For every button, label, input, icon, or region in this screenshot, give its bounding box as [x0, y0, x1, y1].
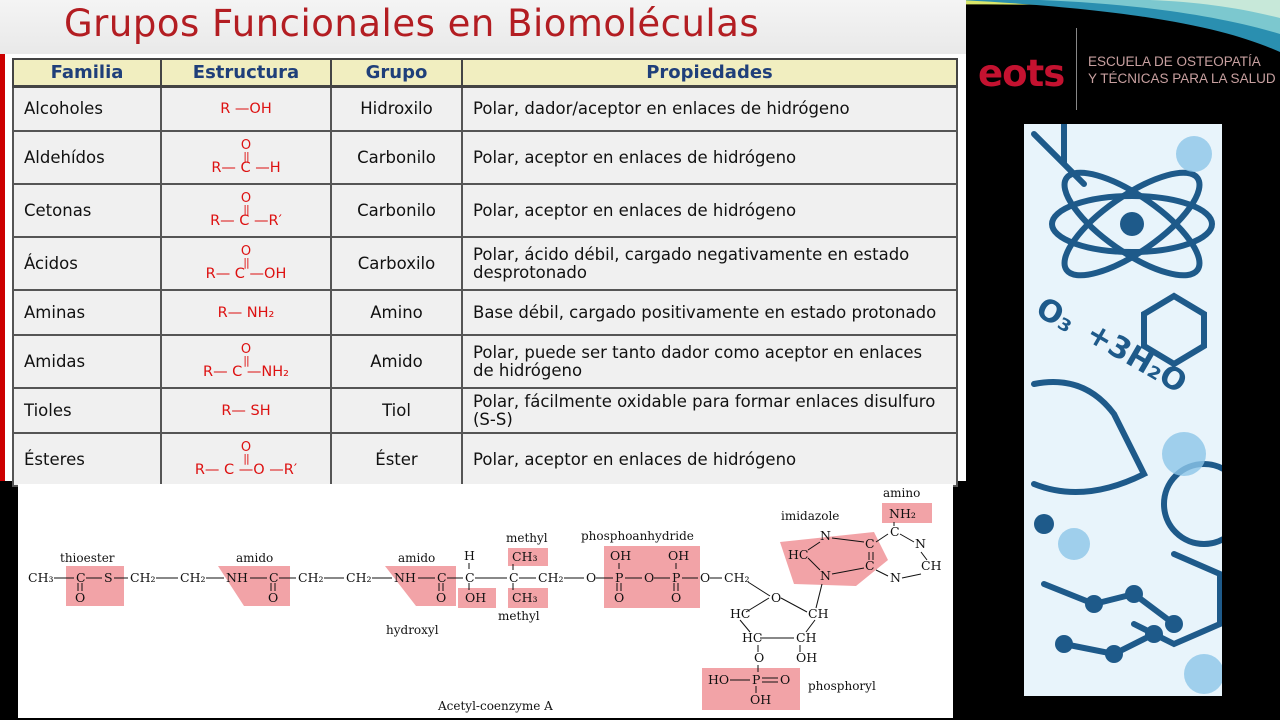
atom: C: [465, 570, 475, 585]
cell-propiedades: Polar, fácilmente oxidable para formar enlaces disulfuro (S-S): [462, 388, 957, 433]
science-decorative-image: [1024, 124, 1222, 696]
cell-estructura: [161, 388, 331, 433]
carbonyl-oxygen: O: [240, 244, 252, 259]
cell-grupo: Carboxilo: [331, 237, 462, 290]
cell-grupo: Éster: [331, 433, 462, 486]
label-phosphoanhydride: phosphoanhydride: [581, 529, 694, 543]
structure-formula: R— C —R′: [210, 213, 282, 229]
atom: HO: [708, 672, 730, 687]
atom: C: [269, 570, 279, 585]
svg-text:O₃: O₃: [1030, 290, 1081, 341]
title-banner: [0, 0, 966, 54]
atom: O: [671, 590, 682, 605]
atom: OH: [750, 692, 772, 707]
cell-familia: Alcoholes: [13, 86, 161, 131]
atom: P: [752, 672, 761, 687]
carbonyl-oxygen: O: [240, 440, 252, 455]
table-row: [13, 131, 957, 184]
atom: CH: [808, 606, 829, 621]
logo-divider: [1076, 28, 1077, 110]
highlight-regions: [66, 503, 932, 710]
double-bond: ||: [243, 256, 249, 269]
atom: C: [76, 570, 86, 585]
svg-text:+3H₂O: +3H₂O: [1080, 315, 1193, 401]
cell-propiedades: Polar, ácido débil, cargado negativamente en estado desprotonado: [462, 237, 957, 290]
functional-groups-table-image: [0, 54, 966, 481]
atom: N: [820, 568, 831, 583]
cell-grupo: Amino: [331, 290, 462, 335]
atom: CH₂: [180, 570, 206, 585]
diagram-caption: Acetyl-coenzyme A: [438, 699, 553, 713]
atom: OH: [610, 548, 632, 563]
ribose: [730, 584, 829, 672]
label-amido-1: amido: [236, 551, 274, 565]
table-row: [13, 290, 957, 335]
label-amino: amino: [883, 486, 921, 500]
atom: OH: [465, 590, 487, 605]
atom: C: [865, 558, 875, 573]
atom: HC: [788, 547, 809, 562]
atom: CH₂: [346, 570, 372, 585]
structure-formula: R— C —O —R′: [194, 462, 298, 478]
atom: CH: [796, 630, 817, 645]
structure-formula: R— SH: [221, 402, 271, 419]
atom: O: [644, 570, 655, 585]
atom: N: [820, 528, 831, 543]
cell-familia: Aldehídos: [13, 131, 161, 184]
atom: N: [890, 570, 901, 585]
label-methyl-bottom: methyl: [498, 609, 540, 623]
atom: C: [865, 536, 875, 551]
cell-grupo: Carbonilo: [331, 184, 462, 237]
structure-formula: R— C —OH: [205, 266, 287, 282]
double-bond: ||: [243, 354, 249, 367]
carbonyl-oxygen: O: [240, 342, 252, 357]
table-row: [13, 86, 957, 131]
atom: O: [586, 570, 597, 585]
atom: C: [437, 570, 447, 585]
structure-formula: R— C —H: [211, 160, 281, 176]
label-imidazole: imidazole: [781, 509, 840, 523]
atom: CH₂: [298, 570, 324, 585]
logo-subtitle: [1088, 53, 1276, 87]
atom: O: [700, 570, 711, 585]
atom: CH₃: [512, 590, 538, 605]
cell-propiedades: Polar, dador/aceptor en enlaces de hidrógeno: [462, 86, 957, 131]
atom: S: [104, 570, 113, 585]
cell-propiedades: Polar, puede ser tanto dador como aceptor en enlaces de hidrógeno: [462, 335, 957, 388]
cell-estructura: [161, 433, 331, 486]
header-familia: Familia: [13, 59, 161, 86]
atom: CH₂: [130, 570, 156, 585]
double-bond: ||: [243, 452, 249, 465]
atom: O: [268, 590, 279, 605]
structure-formula: R— NH₂: [217, 304, 275, 321]
label-hydroxyl: hydroxyl: [386, 623, 439, 637]
double-bond: ||: [243, 203, 249, 216]
cell-familia: Tioles: [13, 388, 161, 433]
eots-logo: eots: [978, 52, 1065, 95]
atom: CH₂: [538, 570, 564, 585]
table-row: [13, 237, 957, 290]
table-row: [13, 388, 957, 433]
atom: HC: [742, 630, 763, 645]
cell-estructura: [161, 86, 331, 131]
atom: NH: [226, 570, 248, 585]
label-phosphoryl: phosphoryl: [808, 679, 876, 693]
cell-grupo: Amido: [331, 335, 462, 388]
atom: N: [915, 536, 926, 551]
logo-subtitle-line-2: Y TÉCNICAS PARA LA SALUD: [1088, 71, 1276, 86]
atom: O: [436, 590, 447, 605]
table-row: [13, 433, 957, 486]
cell-estructura: [161, 184, 331, 237]
cell-estructura: [161, 335, 331, 388]
cell-grupo: Carbonilo: [331, 131, 462, 184]
cell-propiedades: Polar, aceptor en enlaces de hidrógeno: [462, 433, 957, 486]
atom: CH₃: [512, 549, 538, 564]
cell-estructura: [161, 237, 331, 290]
acetyl-coa-diagram: [18, 484, 953, 718]
atom: NH: [394, 570, 416, 585]
header-grupo: Grupo: [331, 59, 462, 86]
atom: C: [509, 570, 519, 585]
structure-formula: R —OH: [220, 100, 272, 117]
cell-familia: Aminas: [13, 290, 161, 335]
atom: HC: [730, 606, 751, 621]
structure-formula: R— C —NH₂: [203, 364, 289, 380]
label-methyl-top: methyl: [506, 531, 548, 545]
atom: OH: [668, 548, 690, 563]
cell-estructura: [161, 131, 331, 184]
header-propiedades: Propiedades: [462, 59, 957, 86]
cell-grupo: Hidroxilo: [331, 86, 462, 131]
carbonyl-oxygen: O: [240, 191, 252, 206]
atom: P: [672, 570, 681, 585]
double-bond: ||: [243, 150, 249, 163]
table-row: [13, 335, 957, 388]
atom: O: [780, 672, 791, 687]
atom: P: [615, 570, 624, 585]
cell-familia: Cetonas: [13, 184, 161, 237]
atom: O: [771, 590, 782, 605]
label-thioester: thioester: [60, 551, 115, 565]
label-amido-2: amido: [398, 551, 436, 565]
atom: OH: [796, 650, 818, 665]
atom: CH₂: [724, 570, 750, 585]
cell-estructura: [161, 290, 331, 335]
cell-familia: Ésteres: [13, 433, 161, 486]
atom: O: [754, 650, 765, 665]
atom: O: [614, 590, 625, 605]
atom: NH₂: [889, 506, 916, 521]
slide-title: Grupos Funcionales en Biomoléculas: [64, 2, 760, 45]
logo-subtitle-line-1: ESCUELA DE OSTEOPATÍA: [1088, 54, 1261, 69]
carbonyl-oxygen: O: [240, 138, 252, 153]
functional-groups-table: [12, 58, 958, 487]
atom: H: [464, 548, 475, 563]
atom: CH₃: [28, 570, 54, 585]
cell-grupo: Tiol: [331, 388, 462, 433]
cell-propiedades: Base débil, cargado positivamente en estado protonado: [462, 290, 957, 335]
cell-familia: Ácidos: [13, 237, 161, 290]
cell-propiedades: Polar, aceptor en enlaces de hidrógeno: [462, 131, 957, 184]
cell-familia: Amidas: [13, 335, 161, 388]
atom: C: [890, 524, 900, 539]
header-estructura: Estructura: [161, 59, 331, 86]
atom: CH: [921, 558, 942, 573]
cell-propiedades: Polar, aceptor en enlaces de hidrógeno: [462, 184, 957, 237]
table-row: [13, 184, 957, 237]
atom: O: [75, 590, 86, 605]
